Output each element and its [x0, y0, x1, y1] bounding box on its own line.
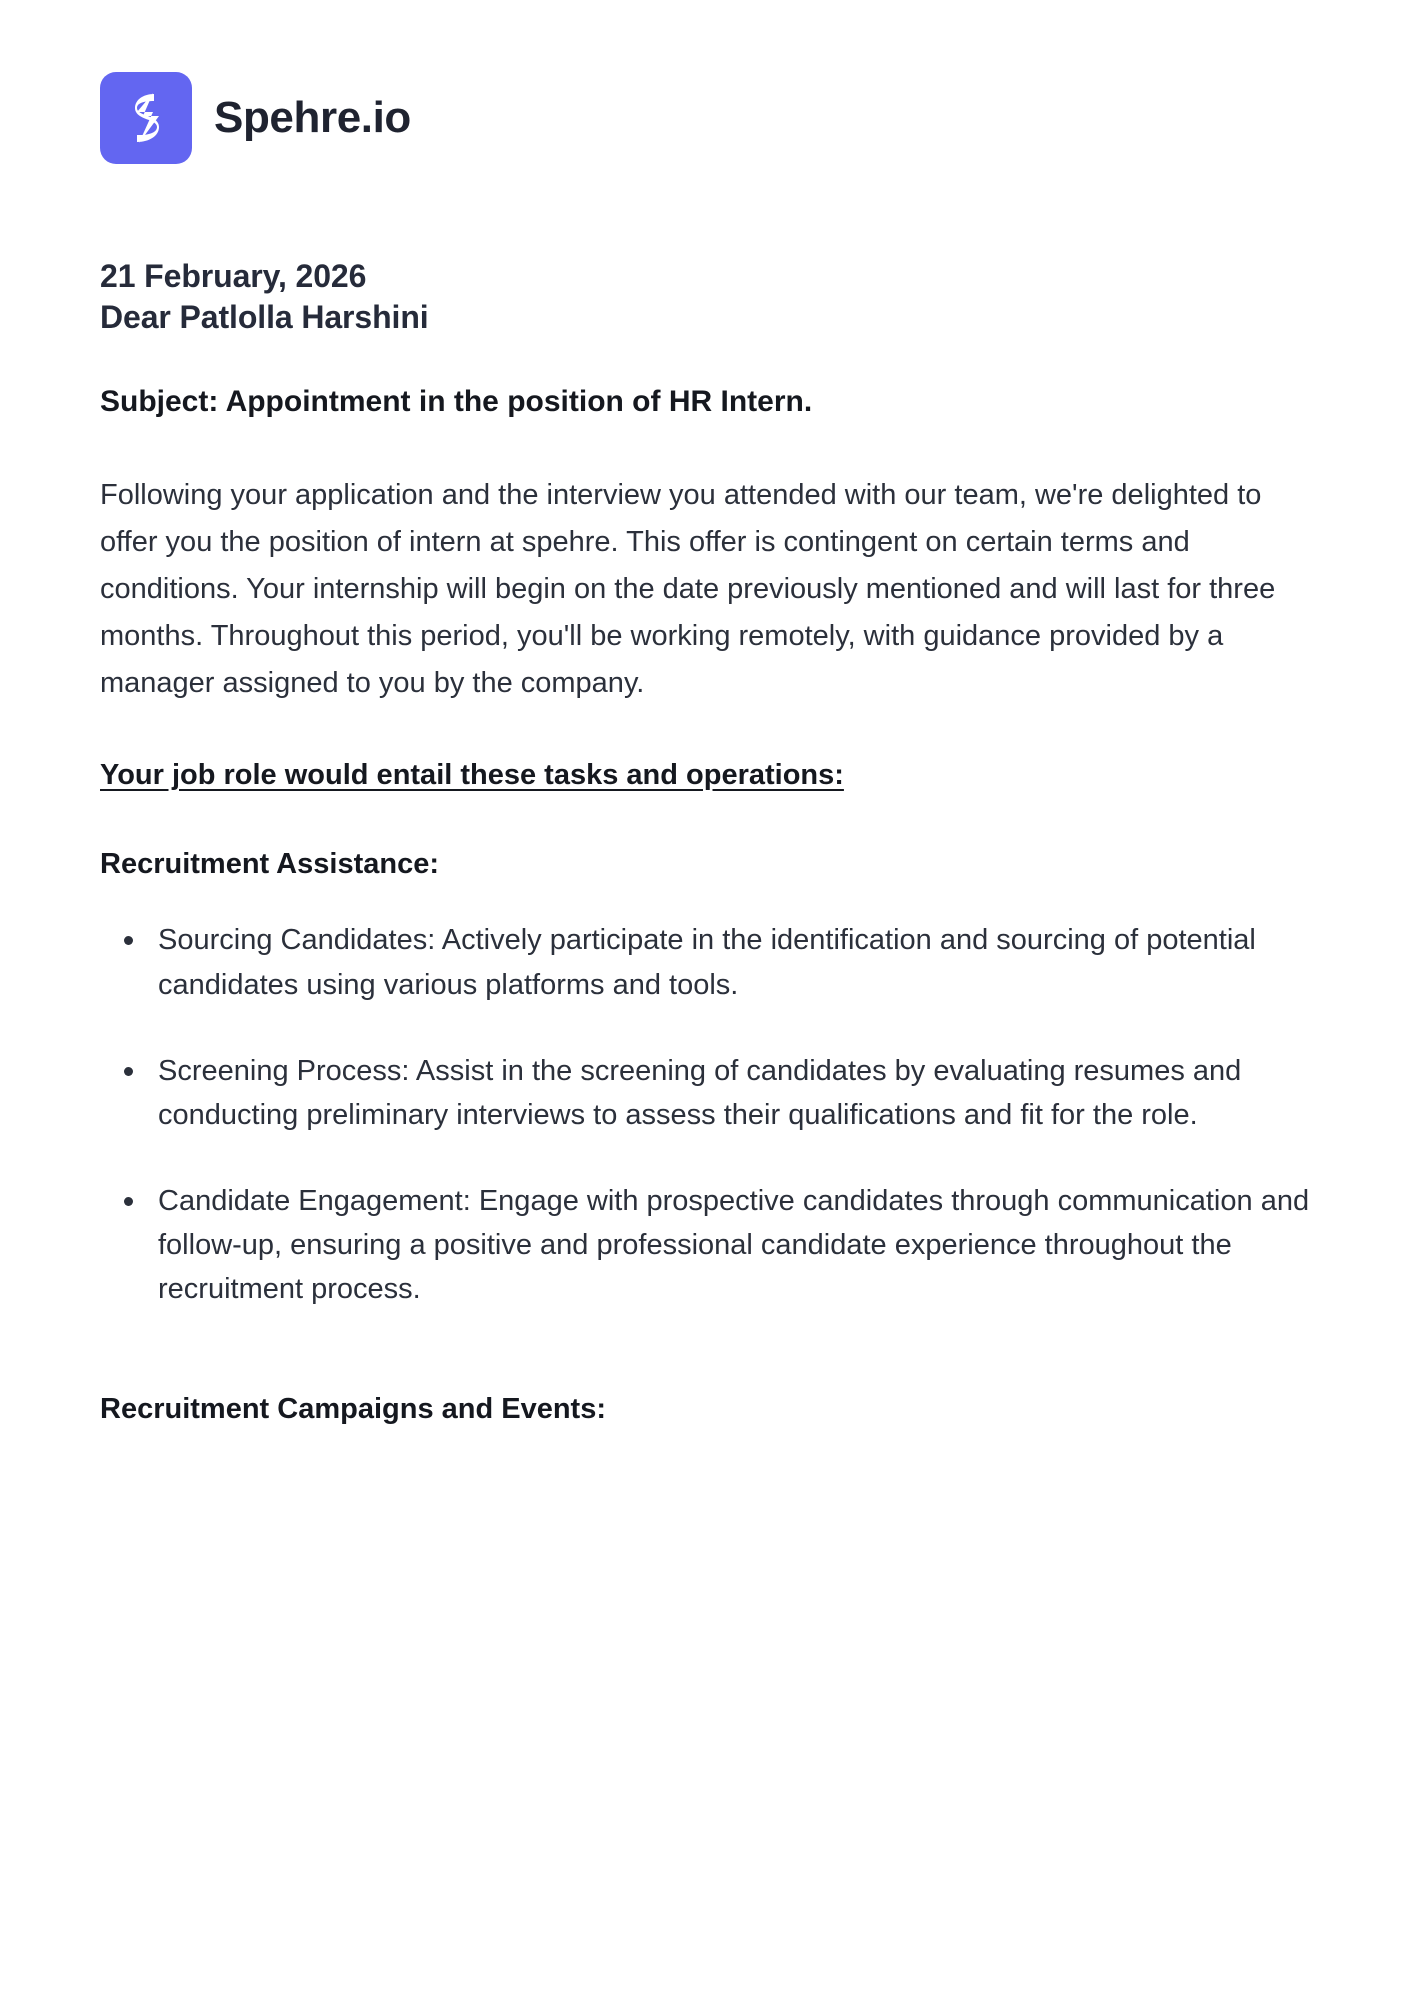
list-item: Candidate Engagement: Engage with prospective candidates through communication and follow-up, ensuring a positive and professional candidate experience throughout the recruitment process. [152, 1179, 1314, 1311]
letter-subject: Subject: Appointment in the position of HR Intern. [100, 384, 813, 418]
role-heading: Your job role would entail these tasks and operations: [100, 759, 844, 792]
letter-date: 21 February, 2026 [100, 258, 367, 294]
brand-name: Spehre.io [214, 93, 411, 142]
letter-intro-paragraph: Following your application and the interview you attended with our team, we're delighted to offer you the position of intern at spehre. This offer is contingent on certain terms and conditions. Your internship will begin on the date previously mentioned and will last for three months. Throughout this period, you'll be working remotely, with guidance provided by a manager assigned to you by the company. [100, 479, 1276, 700]
spacer [100, 1351, 1314, 1389]
brand-header [100, 72, 1314, 164]
section-heading-recruitment-campaigns-and-events: Recruitment Campaigns and Events: [100, 1392, 606, 1425]
list-item: Sourcing Candidates: Actively participate in the identification and sourcing of potential candidates using various platforms and tools. [152, 918, 1314, 1006]
letter-body [100, 256, 1314, 1430]
section-heading-recruitment-assistance: Recruitment Assistance: [100, 847, 439, 880]
letter-salutation: Dear Patlolla Harshini [100, 298, 429, 335]
lightning-bolt-icon [100, 72, 192, 164]
recruitment-assistance-list [100, 918, 1314, 1311]
list-item: Screening Process: Assist in the screening of candidates by evaluating resumes and conducting preliminary interviews to assess their qualifications and fit for the role. [152, 1049, 1314, 1137]
